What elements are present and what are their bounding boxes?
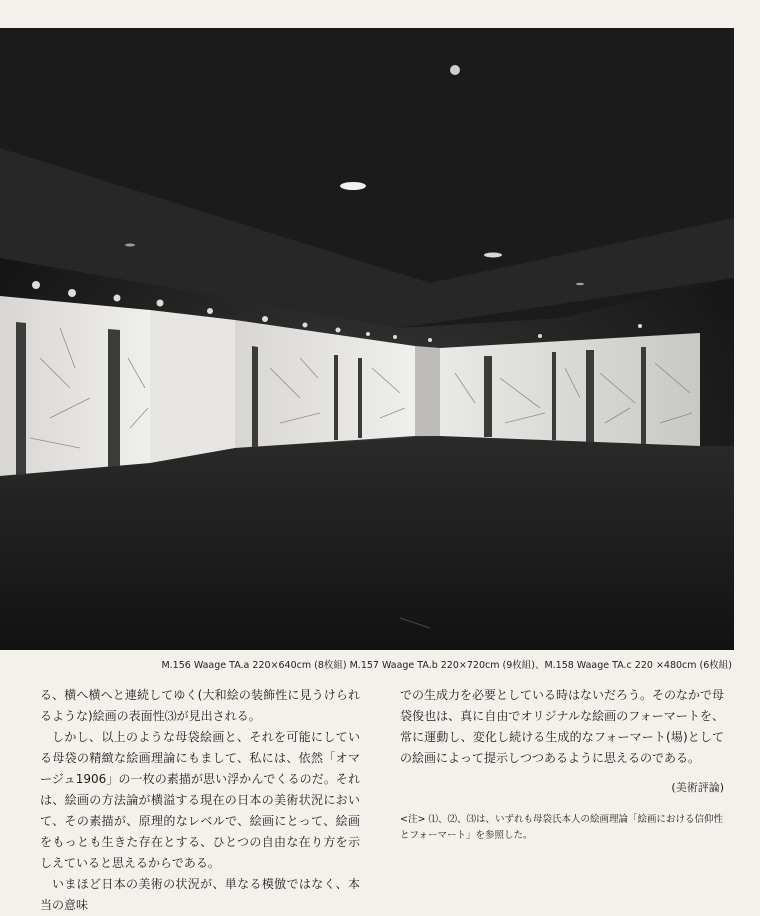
left-text-column	[40, 685, 360, 916]
paragraph: しかし、以上のような母袋絵画と、それを可能にしている母袋の精緻な絵画理論にもまして、私には、依然「オマージュ1906」の一枚の素描が思い浮かんでくるのだ。それは、絵画の方法論が横溢する現在の日本の美術状況において、その素描が、原理的なレベルで、絵画にとって、絵画をもっとも生きた存在とする、ひとつの自由な在り方を示しえていると思えるからである。	[40, 730, 360, 870]
footnote: <注> ⑴、⑵、⑶は、いずれも母袋氏本人の絵画理論「絵画における信仰性とフォーマート」を参照した。	[400, 814, 723, 841]
paragraph: での生成力を必要としている時はないだろう。そのなかで母袋俊也は、真に自由でオリジナルな絵画のフォーマートを、常に運動し、変化し続ける生成的なフォーマート(場)としての絵画によって提示しつつあるように思えるのである。	[400, 688, 725, 765]
paragraph: いまほど日本の美術の状況が、単なる模倣ではなく、本当の意味	[40, 877, 360, 912]
photo-caption: M.156 Waage TA.a 220×640cm (8枚組) M.157 Waage TA.b 220×720cm (9枚組)、M.158 Waage TA.c 220 ×480cm (6枚組)	[161, 660, 732, 671]
source-label: (美術評論)	[671, 781, 724, 794]
gallery-photograph	[0, 28, 734, 650]
paragraph: る、横へ横へと連続してゆく(大和絵の装飾性に見うけられるような)絵画の表面性⑶が見出される。	[40, 688, 360, 723]
right-text-column	[400, 685, 724, 844]
